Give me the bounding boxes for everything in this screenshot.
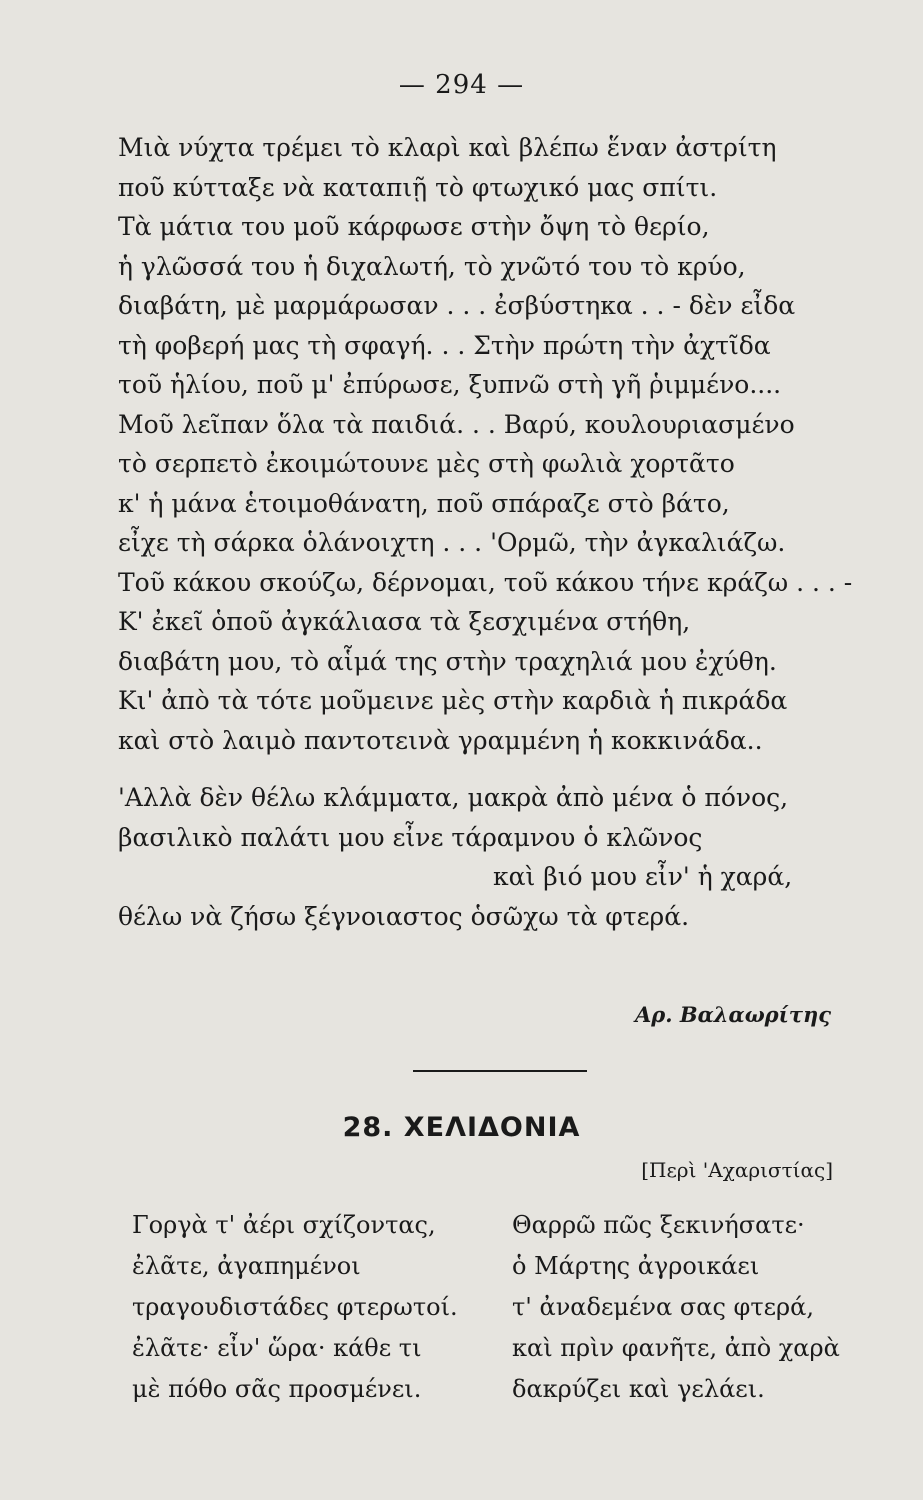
poem-line: τ' ἀναδεμένα σας φτερά,: [512, 1293, 814, 1321]
poem-line: Μοῦ λεῖπαν ὅλα τὰ παιδιά. . . Βαρύ, κουλουριασμένο: [118, 409, 795, 439]
poem-line: μὲ πόθο σᾶς προσμένει.: [132, 1375, 422, 1403]
poem-author: Αρ. Βαλαωρίτης: [635, 1002, 831, 1027]
poem-line: κ' ἡ μάνα ἑτοιμοθάνατη, ποῦ σπάραζε στὸ βάτο,: [118, 488, 730, 518]
poem-text: [118, 128, 853, 936]
poem-line: Γοργὰ τ' ἀέρι σχίζοντας,: [132, 1211, 436, 1239]
poem-line: τὸ σερπετὸ ἐκοιμώτουνε μὲς στὴ φωλιὰ χορτᾶτο: [118, 449, 735, 478]
poem-line: ἡ γλῶσσά του ἡ διχαλωτή, τὸ χνῶτό του τὸ κρύο,: [118, 251, 746, 281]
poem-column-left: [132, 1205, 458, 1410]
poem-line: 'Αλλὰ δὲν θέλω κλάμματα, μακρὰ ἀπὸ μένα ὁ πόνος,: [118, 783, 789, 812]
poem-line: Μιὰ νύχτα τρέμει τὸ κλαρὶ καὶ βλέπω ἕναν ἀστρίτη: [118, 133, 777, 162]
poem-subtitle: [Περὶ 'Αχαριστίας]: [641, 1158, 833, 1182]
poem-line: Τὰ μάτια του μοῦ κάρφωσε στὴν ὄψη τὸ θερίο,: [118, 212, 710, 241]
poem-column-right: [512, 1205, 840, 1410]
poem-line: Τοῦ κάκου σκούζω, δέρνομαι, τοῦ κάκου τήνε κράζω . . . -: [118, 567, 853, 597]
poem-line: τραγουδιστάδες φτερωτοί.: [132, 1293, 458, 1321]
poem-line: θέλω νὰ ζήσω ξέγνοιαστος ὁσῶχω τὰ φτερά.: [118, 901, 690, 931]
poem-line: τοῦ ἡλίου, ποῦ μ' ἐπύρωσε, ξυπνῶ στὴ γῆ ῥιμμένο....: [118, 370, 782, 399]
poem-line: καὶ στὸ λαιμὸ παντοτεινὰ γραμμένη ἡ κοκκινάδα..: [118, 725, 763, 755]
poem-line: καὶ βιό μου εἶν' ἡ χαρά,: [493, 862, 793, 891]
page-number: — 294 —: [398, 70, 525, 100]
poem-line: εἶχε τὴ σάρκα ὁλάνοιχτη . . . 'Ορμῶ, τὴν ἀγκαλιάζω.: [118, 528, 786, 557]
poem-line: ποῦ κύτταξε νὰ καταπιῇ τὸ φτωχικό μας σπίτι.: [118, 172, 718, 202]
section-divider: [413, 1070, 587, 1072]
poem-line: βασιλικὸ παλάτι μου εἶνε τάραμνου ὁ κλῶνος: [118, 822, 703, 852]
poem-line: δακρύζει καὶ γελάει.: [512, 1375, 765, 1403]
poem-line: καὶ πρὶν φανῆτε, ἀπὸ χαρὰ: [512, 1334, 840, 1362]
poem-line: τὴ φοβερή μας τὴ σφαγή. . . Στὴν πρώτη τὴν ἀχτῖδα: [118, 330, 771, 360]
poem-line: ἐλᾶτε· εἶν' ὥρα· κάθε τι: [132, 1334, 422, 1362]
poem-line: διαβάτη μου, τὸ αἷμά της στὴν τραχηλιά μου ἐχύθη.: [118, 646, 777, 676]
poem-line: Θαρρῶ πῶς ξεκινήσατε·: [512, 1211, 805, 1239]
poem-line: διαβάτη, μὲ μαρμάρωσαν . . . ἐσβύστηκα . . - δὲν εἶδα: [118, 291, 796, 320]
poem-line: ἐλᾶτε, ἀγαπημένοι: [132, 1252, 361, 1280]
poem-line: ὁ Μάρτης ἀγροικάει: [512, 1252, 760, 1280]
poem-line: Κι' ἀπὸ τὰ τότε μοῦμεινε μὲς στὴν καρδιὰ ἡ πικράδα: [118, 686, 788, 715]
poem-title: 28. ΧΕΛΙΔΟΝΙΑ: [342, 1112, 581, 1143]
poem-line: Κ' ἐκεῖ ὁποῦ ἀγκάλιασα τὰ ξεσχιμένα στήθη,: [118, 607, 691, 636]
